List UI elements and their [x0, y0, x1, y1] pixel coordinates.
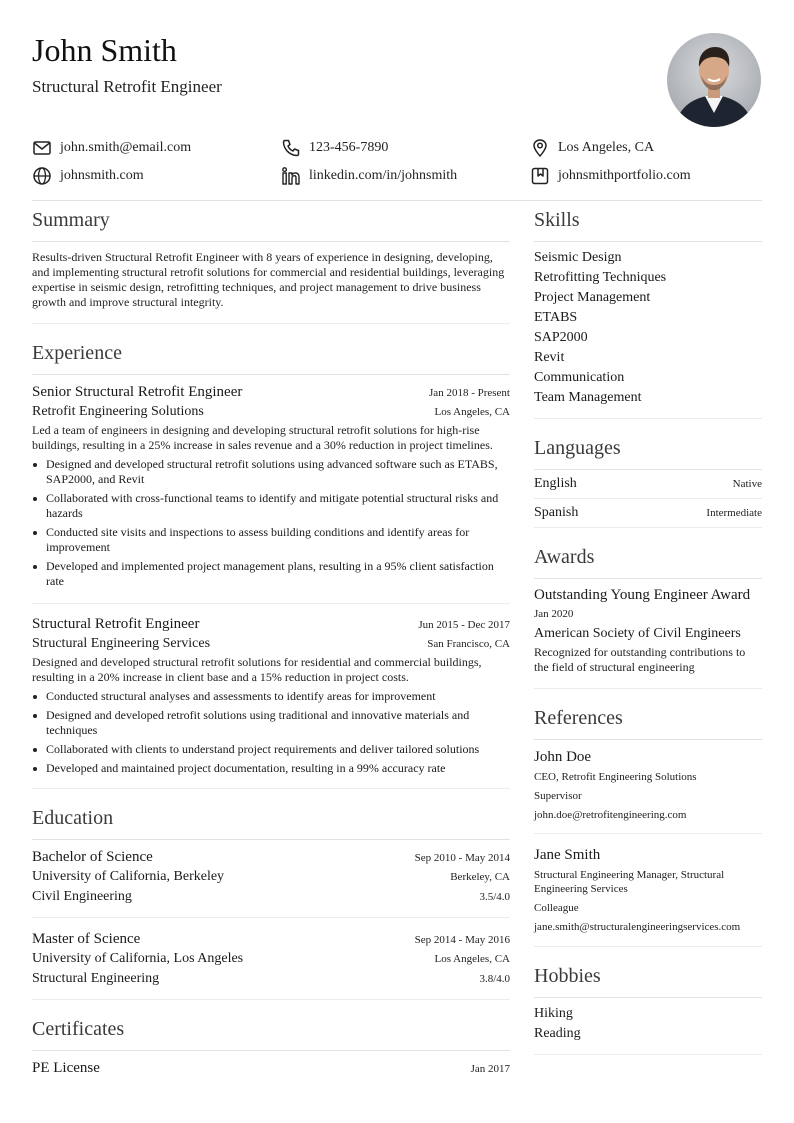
skill-item: Communication: [534, 370, 625, 385]
reference-name: Jane Smith: [534, 847, 601, 863]
education-dates: Sep 2010 - May 2014: [414, 852, 510, 864]
language-name: Spanish: [534, 505, 579, 520]
reference-position: CEO, Retrofit Engineering Solutions: [534, 771, 697, 783]
job-bullet: Developed and implemented project management plans, resulting in a 95% client satisfaction rate: [32, 559, 510, 589]
skill-item: SAP2000: [534, 330, 588, 345]
language-level: Native: [732, 478, 762, 490]
language-entry: [534, 470, 762, 499]
job-description: Led a team of engineers in designing and developing structural retrofit solutions for high-rise buildings, resulting in a 25% increase in sales revenue and a 30% reduction in project timelines.: [32, 423, 493, 452]
education-entry: [32, 918, 510, 1000]
phone-text: 123-456-7890: [309, 140, 389, 155]
phone-icon: [281, 138, 301, 158]
certificates-section: [32, 1017, 510, 1078]
contact-email[interactable]: [32, 138, 191, 158]
language-entry: [534, 499, 762, 528]
skill-item: Revit: [534, 350, 565, 365]
linkedin-text: linkedin.com/in/johnsmith: [309, 168, 458, 183]
language-level: Intermediate: [706, 507, 762, 519]
school-location: Los Angeles, CA: [434, 953, 510, 965]
reference-relation: Supervisor: [534, 790, 582, 802]
job-bullet: Conducted site visits and inspections to assess building conditions and identify areas for improvement: [32, 525, 510, 555]
experience-section: [32, 341, 510, 789]
location-pin-icon: [530, 138, 550, 158]
location-text: Los Angeles, CA: [558, 140, 655, 155]
contact-portfolio[interactable]: [530, 166, 691, 186]
candidate-title: Structural Retrofit Engineer: [32, 77, 222, 96]
reference-email[interactable]: jane.smith@structuralengineeringservices.com: [534, 921, 741, 933]
job-location: Los Angeles, CA: [434, 406, 510, 418]
job-dates: Jun 2015 - Dec 2017: [418, 619, 510, 631]
languages-section: [534, 436, 762, 528]
job-bullet: Collaborated with cross-functional teams to identify and mitigate potential structural risks and hazards: [32, 491, 510, 521]
skill-item: Project Management: [534, 290, 651, 305]
award-title: Outstanding Young Engineer Award: [534, 587, 751, 603]
certificate-date: Jan 2017: [470, 1063, 510, 1075]
job-title: Structural Retrofit Engineer: [32, 616, 200, 632]
degree: Master of Science: [32, 931, 141, 947]
job-entry: [32, 375, 510, 604]
references-section: [534, 706, 762, 947]
school: University of California, Los Angeles: [32, 951, 244, 966]
school: University of California, Berkeley: [32, 869, 225, 884]
reference-entry: [534, 740, 762, 834]
school-location: Berkeley, CA: [450, 871, 510, 883]
email-text: john.smith@email.com: [60, 140, 192, 155]
header-divider: [32, 200, 762, 201]
contact-linkedin[interactable]: [281, 166, 457, 186]
certificate-name: PE License: [32, 1060, 100, 1076]
reference-entry: [534, 834, 762, 947]
skill-item: ETABS: [534, 310, 578, 325]
languages-heading: Languages: [534, 436, 762, 470]
job-company: Retrofit Engineering Solutions: [32, 404, 204, 419]
summary-section: [32, 208, 510, 324]
award-issuer: American Society of Civil Engineers: [534, 626, 741, 641]
job-bullet: Designed and developed retrofit solutions using traditional and innovative materials and techniques: [32, 708, 510, 738]
awards-section: [534, 545, 762, 689]
awards-heading: Awards: [534, 545, 762, 579]
job-bullet: Collaborated with clients to understand project requirements and deliver tailored solutions: [32, 742, 510, 757]
right-column: [534, 208, 762, 1055]
hobbies-heading: Hobbies: [534, 964, 762, 998]
linkedin-icon: [281, 166, 301, 186]
globe-icon: [32, 166, 52, 186]
education-section: [32, 806, 510, 1000]
degree: Bachelor of Science: [32, 849, 153, 865]
job-bullet: Designed and developed structural retrofit solutions using advanced software such as ETABS, SAP2000, and Revit: [32, 457, 510, 487]
education-heading: Education: [32, 806, 510, 840]
job-entry: [32, 604, 510, 789]
certificate-entry: [32, 1051, 510, 1078]
left-column: [32, 208, 510, 1078]
job-bullets: [32, 689, 510, 776]
hobby-item: Reading: [534, 1026, 581, 1041]
field-of-study: Civil Engineering: [32, 889, 132, 904]
candidate-name: John Smith: [32, 32, 177, 68]
award-date: Jan 2020: [534, 608, 574, 620]
skills-heading: Skills: [534, 208, 762, 242]
experience-heading: Experience: [32, 341, 510, 375]
job-bullet: Developed and maintained project documentation, resulting in a 99% accuracy rate: [32, 761, 510, 776]
reference-position: Structural Engineering Manager, Structural Engineering Services: [534, 869, 725, 895]
reference-email[interactable]: john.doe@retrofitengineering.com: [534, 809, 687, 821]
references-heading: References: [534, 706, 762, 740]
skill-item: Seismic Design: [534, 250, 622, 265]
job-location: San Francisco, CA: [427, 638, 510, 650]
job-bullet: Conducted structural analyses and assessments to identify areas for improvement: [32, 689, 510, 704]
contact-phone[interactable]: [281, 138, 388, 158]
gpa: 3.5/4.0: [479, 891, 510, 903]
hobbies-list: [534, 1004, 762, 1044]
summary-heading: Summary: [32, 208, 510, 242]
gpa: 3.8/4.0: [479, 973, 510, 985]
education-dates: Sep 2014 - May 2016: [414, 934, 510, 946]
award-description: Recognized for outstanding contributions to the field of structural engineering: [534, 645, 746, 674]
skills-section: [534, 208, 762, 419]
job-description: Designed and developed structural retrofit solutions for residential and commercial buildings, resulting in a 20% increase in client base and a 15% reduction in project costs.: [32, 655, 482, 684]
job-title: Senior Structural Retrofit Engineer: [32, 384, 243, 400]
profile-photo: [667, 33, 761, 127]
website-text: johnsmith.com: [60, 168, 144, 183]
job-company: Structural Engineering Services: [32, 636, 211, 651]
contact-website[interactable]: [32, 166, 144, 186]
language-name: English: [534, 476, 577, 491]
job-bullets: [32, 457, 510, 589]
certificates-heading: Certificates: [32, 1017, 510, 1051]
contact-location: [530, 138, 654, 158]
job-dates: Jan 2018 - Present: [429, 387, 510, 399]
skills-list: [534, 248, 762, 408]
field-of-study: Structural Engineering: [32, 971, 160, 986]
hobby-item: Hiking: [534, 1006, 573, 1021]
hobbies-section: [534, 964, 762, 1055]
education-entry: [32, 840, 510, 918]
skill-item: Retrofitting Techniques: [534, 270, 667, 285]
mail-icon: [32, 138, 52, 158]
summary-text: Results-driven Structural Retrofit Engineer with 8 years of experience in designing, developing, and implementing structural retrofit solutions for commercial and residential buildings, leveraging expertise in seismic design, retrofitting techniques, and project management to drive business growth and improve structural integrity.: [32, 250, 505, 309]
reference-relation: Colleague: [534, 902, 579, 914]
reference-name: John Doe: [534, 749, 592, 765]
skill-item: Team Management: [534, 390, 642, 405]
bookmark-icon: [530, 166, 550, 186]
portfolio-text: johnsmithportfolio.com: [558, 168, 691, 183]
